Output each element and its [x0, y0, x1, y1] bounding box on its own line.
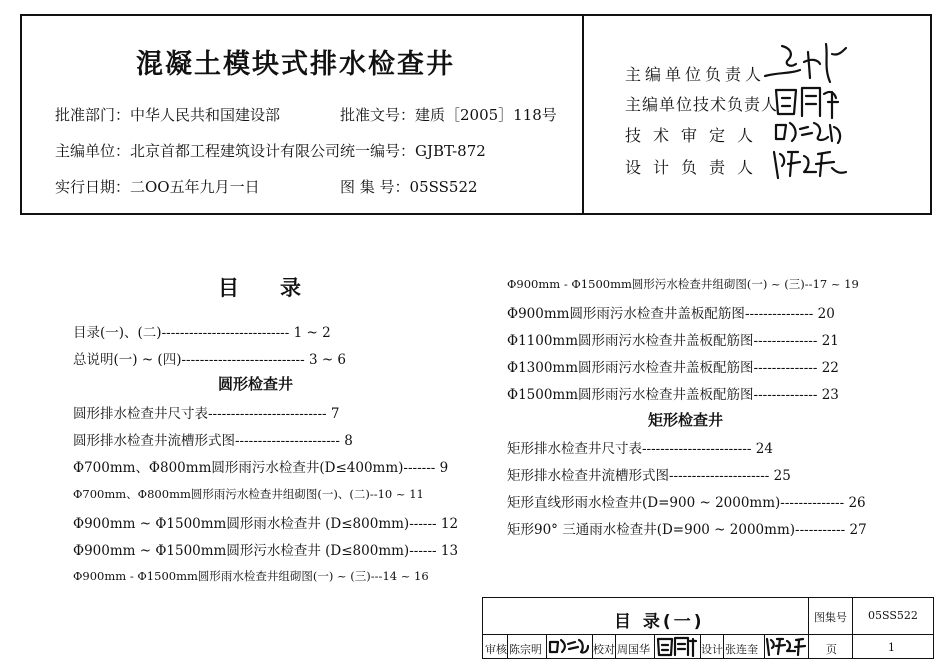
toc-entry: Φ1100mm圆形雨污水检查井盖板配筋图-------------- 21: [507, 333, 839, 349]
toc-entry: Φ1500mm圆形雨污水检查井盖板配筋图-------------- 23: [507, 387, 839, 403]
atlas-no-label: 图集号: [814, 611, 847, 624]
title-block-col-divider: [808, 597, 809, 659]
design-signature: [765, 636, 807, 657]
responsible-tech: 主编单位技术负责人: [625, 95, 779, 114]
review-name: 陈宗明: [509, 643, 542, 656]
page-label: 页: [826, 643, 837, 656]
title-block-cell: [654, 634, 655, 659]
title-block-cell: [507, 634, 508, 659]
effective-date: 实行日期：二OO五年九月一日: [55, 178, 260, 196]
toc-entry: Φ900mm圆形雨污水检查井盖板配筋图--------------- 20: [507, 306, 835, 322]
title-block-row-divider: [482, 634, 934, 635]
atlas-no: 图 集 号：05SS522: [340, 178, 478, 196]
toc-entry: 圆形排水检查井流槽形式图----------------------- 8: [73, 433, 353, 449]
title-block-cell: [723, 634, 724, 659]
toc-entry: 矩形直线形雨水检查井(D=900 ~ 2000mm)-------------- 26: [507, 495, 866, 511]
toc-entry: Φ900mm - Φ1500mm圆形污水检查井组砌图(一) ~ (三)--17 ~ 19: [507, 277, 859, 291]
approval-dept: 批准部门：中华人民共和国建设部: [55, 106, 281, 124]
title-block-col-divider: [852, 597, 853, 659]
toc-entry: 目录(一)、(二)---------------------------- 1 ~ 2: [73, 325, 331, 341]
signature-review: [772, 117, 847, 147]
check-label: 校对: [593, 643, 615, 656]
responsible-review: 技术审定人: [625, 126, 766, 145]
toc-entry: 矩形排水检查井流槽形式图---------------------- 25: [507, 468, 791, 484]
section-heading-rect: 矩形检查井: [648, 411, 724, 429]
page-number: 1: [888, 641, 895, 654]
unified-no: 统一编号：GJBT-872: [340, 142, 486, 160]
toc-entry: 矩形90° 三通雨水检查井(D=900 ~ 2000mm)----------- 27: [507, 522, 867, 538]
toc-entry: Φ700mm、Φ800mm圆形雨污水检查井(D≤400mm)------- 9: [73, 460, 449, 476]
atlas-no-value: 05SS522: [868, 609, 918, 622]
toc-entry: Φ700mm、Φ800mm圆形雨污水检查井组砌图(一)、(二)--10 ~ 11: [73, 487, 424, 501]
section-heading-round: 圆形检查井: [218, 375, 294, 393]
review-label: 审核: [485, 643, 507, 656]
sheet-title: 目 录(一): [614, 612, 705, 632]
editor-unit: 主编单位：北京首都工程建筑设计有限公司: [55, 142, 341, 160]
signature-design: [770, 146, 850, 182]
toc-entry: 矩形排水检查井尺寸表------------------------ 24: [507, 441, 773, 457]
responsible-design: 设计负责人: [625, 158, 766, 177]
toc-entry: 圆形排水检查井尺寸表-------------------------- 7: [73, 406, 340, 422]
header-divider: [582, 14, 584, 215]
toc-entry: Φ1300mm圆形雨污水检查井盖板配筋图-------------- 22: [507, 360, 839, 376]
design-name: 张连奎: [725, 643, 758, 656]
design-label: 设计: [701, 643, 723, 656]
signature-editor-unit: [760, 38, 850, 88]
approval-no: 批准文号：建质［2005］118号: [340, 106, 557, 124]
title-block-cell: [546, 634, 547, 659]
title-block-cell: [615, 634, 616, 659]
toc-entry: Φ900mm ~ Φ1500mm圆形雨水检查井 (D≤800mm)------ 12: [73, 516, 459, 532]
check-name: 周国华: [617, 643, 650, 656]
check-signature: [656, 636, 698, 657]
signature-tech: [772, 84, 842, 120]
toc-heading: 目 录: [218, 276, 311, 300]
toc-entry: 总说明(一) ~ (四)--------------------------- 3 ~ 6: [73, 352, 347, 368]
toc-entry: Φ900mm ~ Φ1500mm圆形污水检查井 (D≤800mm)------ 13: [73, 543, 459, 559]
atlas-title: 混凝土模块式排水检查井: [136, 49, 455, 80]
review-signature: [548, 636, 590, 656]
responsible-editor-unit: 主编单位负责人: [625, 65, 766, 84]
toc-entry: Φ900mm - Φ1500mm圆形雨水检查井组砌图(一) ~ (三)---14 ~ 16: [73, 569, 429, 583]
